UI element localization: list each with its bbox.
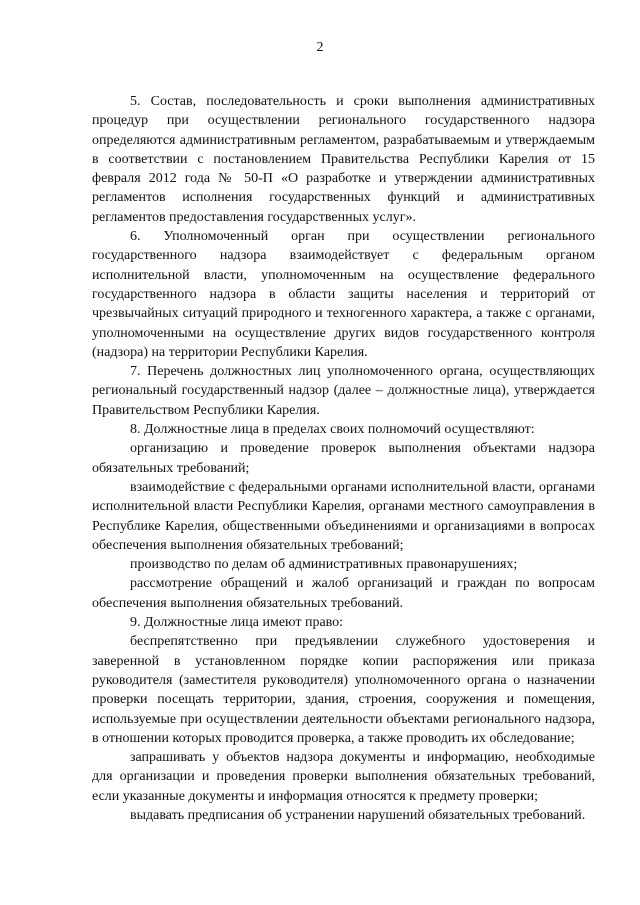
- duty-item-complaints: рассмотрение обращений и жалоб организаций и граждан по вопросам обеспечения выполнения обязательных требований.: [92, 576, 595, 611]
- document-body: [92, 92, 595, 825]
- right-item-request-documents: запрашивать у объектов надзора документы и информацию, необходимые для организации и проведения проверки выполнения обязательных требований, если указанные документы и информация относятся к предмету проверки;: [92, 750, 595, 804]
- duty-item-interaction: взаимодействие с федеральными органами исполнительной власти, органами исполнительной власти Республики Карелия, органами местного самоуправления в Республике Карелия, общественными объединениями и организациями в вопросах обеспечения выполнения обязательных требований;: [92, 479, 595, 553]
- right-item-issue-orders: выдавать предписания об устранении нарушений обязательных требований.: [130, 807, 586, 823]
- paragraph-5-composition-of-procedures: 5. Состав, последовательность и сроки выполнения административных процедур при осуществлении регионального государственного надзора определяются административным регламентом, разрабатываемым и утверждаемым в соответствии с постановлением Правительства Республики Карелия от 15 февраля 2012 года № 50-П «О разработке и утверждении административных регламентов исполнения государственных функций и административных регламентов предоставления государственных услуг».: [92, 94, 595, 225]
- page-number: 2: [316, 40, 324, 55]
- paragraph-8-duties-intro: 8. Должностные лица в пределах своих полномочий осуществляют:: [130, 422, 535, 438]
- paragraph-7-list-of-officials: 7. Перечень должностных лиц уполномоченного органа, осуществляющих региональный государственный надзор (далее – должностные лица), утверждается Правительством Республики Карелия.: [92, 364, 595, 418]
- right-item-access: беспрепятственно при предъявлении служебного удостоверения и заверенной в установленном порядке копии распоряжения или приказа руководителя (заместителя руководителя) уполномоченного органа о назначении проверки посещать территории, здания, строения, сооружения и помещения, используемые при осуществлении деятельности объектами регионального надзора, в отношении которых проводится проверка, а также проводить их обследование;: [92, 634, 595, 746]
- duty-item-inspections: организацию и проведение проверок выполнения объектами надзора обязательных требований;: [92, 441, 595, 476]
- paragraph-9-rights-intro: 9. Должностные лица имеют право:: [130, 615, 344, 631]
- paragraph-6-interaction: 6. Уполномоченный орган при осуществлении регионального государственного надзора взаимодействует с федеральным органом исполнительной власти, уполномоченным на осуществление федерального государственного надзора в области защиты населения и территорий от чрезвычайных ситуаций природного и техногенного характера, а также с органами, уполномоченными на осуществление других видов государственного контроля (надзора) на территории Республики Карелия.: [92, 229, 595, 360]
- duty-item-administrative-offenses: производство по делам об административных правонарушениях;: [130, 557, 518, 573]
